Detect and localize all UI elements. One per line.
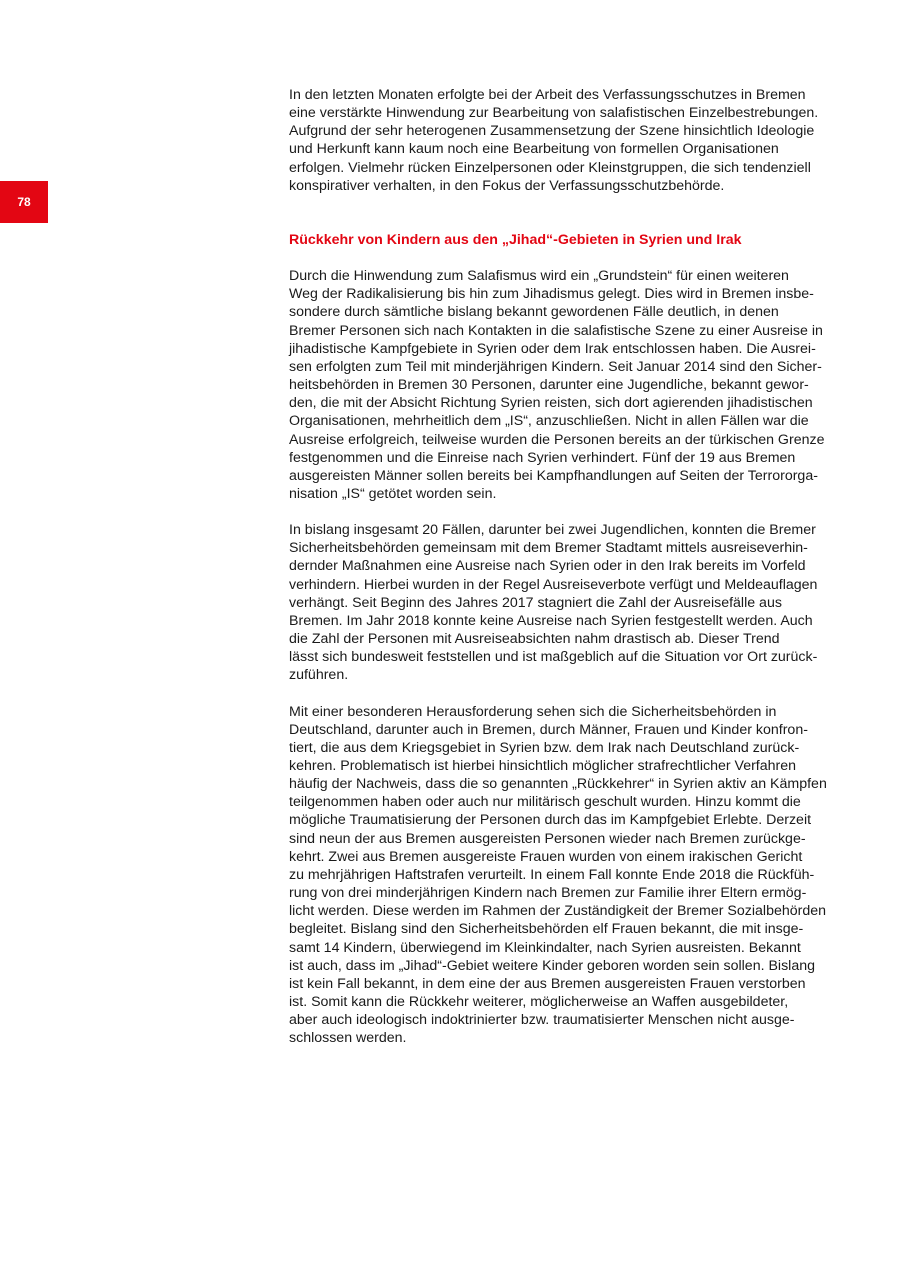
- text-line: Ausreise erfolgreich, teilweise wurden die Personen bereits an der türkischen Grenze: [289, 431, 825, 448]
- text-line: sondere durch sämtliche bislang bekannt gewordenen Fälle deutlich, in denen: [289, 304, 779, 321]
- text-line: Bremer Personen sich nach Kontakten in die salafistische Szene zu einer Ausreise in: [289, 322, 823, 339]
- body-paragraph-2: [289, 521, 841, 684]
- text-line: dernder Maßnahmen eine Ausreise nach Syrien oder in den Irak bereits im Vorfeld: [289, 558, 806, 575]
- text-line: verhindern. Hierbei wurden in der Regel Ausreiseverbote verfügt und Meldeauflagen: [289, 576, 818, 593]
- text-line: die Zahl der Personen mit Ausreiseabsichten nahm drastisch ab. Dieser Trend: [289, 631, 780, 648]
- text-line: ist auch, dass im „Jihad“-Gebiet weitere Kinder geboren worden sein sollen. Bislang: [289, 957, 815, 974]
- text-line: rung von drei minderjährigen Kindern nach Bremen zur Familie ihrer Eltern ermög-: [289, 885, 807, 902]
- text-line: Sicherheitsbehörden gemeinsam mit dem Bremer Stadtamt mittels ausreiseverhin-: [289, 540, 808, 557]
- text-line: begleitet. Bislang sind den Sicherheitsbehörden elf Frauen bekannt, die mit insge-: [289, 921, 804, 938]
- text-line: ist. Somit kann die Rückkehr weiterer, möglicherweise an Waffen ausgebildeter,: [289, 994, 789, 1011]
- text-line: ist kein Fall bekannt, in dem eine der aus Bremen ausgereisten Frauen verstorben: [289, 975, 806, 992]
- page-number: 78: [17, 195, 31, 209]
- text-line: konspirativer verhalten, in den Fokus der Verfassungsschutzbehörde.: [289, 177, 725, 194]
- body-paragraph-3: [289, 703, 841, 1048]
- text-line: In bislang insgesamt 20 Fällen, darunter bei zwei Jugendlichen, konnten die Bremer: [289, 522, 816, 539]
- text-line: Aufgrund der sehr heterogenen Zusammensetzung der Szene hinsichtlich Ideologie: [289, 123, 815, 140]
- text-line: Weg der Radikalisierung bis hin zum Jihadismus gelegt. Dies wird in Bremen insbe-: [289, 286, 814, 303]
- text-line: aber auch ideologisch indoktrinierter bzw. traumatisierter Menschen nicht ausge-: [289, 1012, 795, 1029]
- text-line: schlossen werden.: [289, 1030, 407, 1047]
- body-paragraph-1: [289, 267, 841, 503]
- text-line: häufig der Nachweis, dass die so genannten „Rückkehrer“ in Syrien aktiv an Kämpfen: [289, 776, 827, 793]
- text-line: Deutschland, darunter auch in Bremen, durch Männer, Frauen und Kinder konfron-: [289, 721, 808, 738]
- text-line: sind neun der aus Bremen ausgereisten Personen wieder nach Bremen zurückge-: [289, 830, 806, 847]
- text-line: tiert, die aus dem Kriegsgebiet in Syrien bzw. dem Irak nach Deutschland zurück-: [289, 739, 800, 756]
- text-line: mögliche Traumatisierung der Personen durch das im Kampfgebiet Erlebte. Derzeit: [289, 812, 812, 829]
- text-line: licht werden. Diese werden im Rahmen der Zuständigkeit der Bremer Sozialbehörden: [289, 903, 827, 920]
- text-line: zuführen.: [289, 667, 349, 684]
- text-line: nisation „IS“ getötet worden sein.: [289, 485, 497, 502]
- text-line: verhängt. Seit Beginn des Jahres 2017 stagniert die Zahl der Ausreisefälle aus: [289, 594, 782, 611]
- text-line: zu mehrjährigen Haftstrafen verurteilt. In einem Fall konnte Ende 2018 die Rückfüh-: [289, 866, 815, 883]
- text-line: Durch die Hinwendung zum Salafismus wird ein „Grundstein“ für einen weiteren: [289, 268, 789, 285]
- text-line: sen erfolgten zum Teil mit minderjährigen Kindern. Seit Januar 2014 sind den Sicher-: [289, 358, 822, 375]
- text-line: samt 14 Kindern, überwiegend im Kleinkindalter, nach Syrien ausreisten. Bekannt: [289, 939, 801, 956]
- text-line: jihadistische Kampfgebiete in Syrien oder dem Irak entschlossen haben. Die Ausrei-: [289, 340, 816, 357]
- text-line: lässt sich bundesweit feststellen und ist maßgeblich auf die Situation vor Ort zurück-: [289, 649, 818, 666]
- text-line: erfolgen. Vielmehr rücken Einzelpersonen oder Kleinstgruppen, die sich tendenziell: [289, 159, 811, 176]
- text-line: teilgenommen haben oder auch nur militärisch geschult wurden. Hinzu kommt die: [289, 794, 801, 811]
- text-line: festgenommen und die Einreise nach Syrien verhindert. Fünf der 19 aus Bremen: [289, 449, 796, 466]
- text-line: ausgereisten Männer sollen bereits bei Kampfhandlungen auf Seiten der Terrororga-: [289, 467, 818, 484]
- text-line: kehrt. Zwei aus Bremen ausgereiste Frauen wurden von einem irakischen Gericht: [289, 848, 803, 865]
- text-line: In den letzten Monaten erfolgte bei der Arbeit des Verfassungsschutzes in Bremen: [289, 87, 806, 103]
- text-line: eine verstärkte Hinwendung zur Bearbeitung von salafistischen Einzelbestrebungen.: [289, 105, 819, 122]
- text-line: Mit einer besonderen Herausforderung sehen sich die Sicherheitsbehörden in: [289, 703, 777, 720]
- text-line: Bremen. Im Jahr 2018 konnte keine Ausreise nach Syrien festgestellt werden. Auch: [289, 612, 813, 629]
- page-number-tab: [0, 181, 48, 223]
- intro-paragraph: [289, 86, 841, 195]
- text-line: heitsbehörden in Bremen 30 Personen, darunter eine Jugendliche, bekannt gewor-: [289, 377, 809, 394]
- text-line: kehren. Problematisch ist hierbei hinsichtlich möglicher strafrechtlicher Verfahren: [289, 758, 797, 774]
- text-line: und Herkunft kann kaum noch eine Bearbeitung von formellen Organisationen: [289, 141, 779, 158]
- section-heading: Rückkehr von Kindern aus den „Jihad“-Gebieten in Syrien und Irak: [289, 231, 742, 248]
- text-line: den, die mit der Absicht Richtung Syrien reisten, sich dort agierenden jihadistischen: [289, 395, 813, 412]
- text-line: Organisationen, mehrheitlich dem „IS“, anzuschließen. Nicht in allen Fällen war die: [289, 413, 809, 430]
- page-content: [289, 86, 841, 1048]
